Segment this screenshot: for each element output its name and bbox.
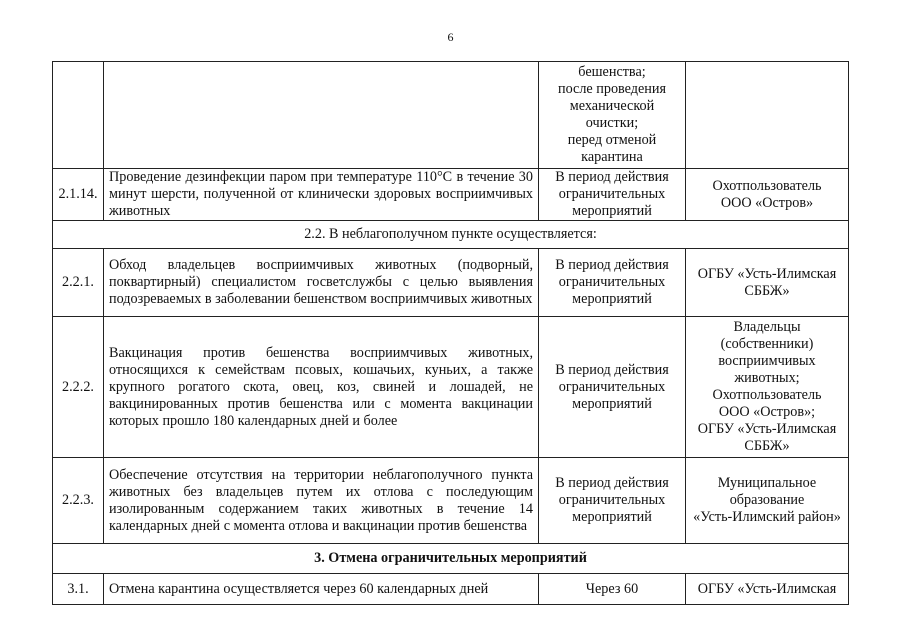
table-row xyxy=(53,169,849,221)
term-line: мероприятий xyxy=(572,395,652,412)
section-row xyxy=(53,544,849,574)
measures-table-body xyxy=(53,62,849,605)
responsible-line: ОГБУ «Усть-Илимская xyxy=(697,421,837,437)
responsible-line: образование xyxy=(729,492,805,508)
term-line: мероприятий xyxy=(572,509,652,525)
responsible-line: ООО «Остров»; xyxy=(718,404,816,420)
table-row xyxy=(53,62,849,169)
item-description: Обход владельцев восприимчивых животных (подворный, поквартирный) специалистом госветслужбы с целью выявления подозреваемых в заболевании бешенством восприимчивых животных xyxy=(104,249,539,317)
item-responsible xyxy=(686,574,849,605)
item-description: Вакцинация против бешенства восприимчивых животных, относящихся к семействам псовых, кошачьих, куньих, а также крупного рогатого скота, овец, коз, свиней и лошадей, не вакцинированных против бешенства или с момента вакцинации которых прошло 180 календарных дней и более xyxy=(104,317,539,458)
term-line: ограничительных xyxy=(558,492,666,508)
term-line: мероприятий xyxy=(572,203,652,219)
item-responsible xyxy=(686,317,849,458)
table-row xyxy=(53,574,849,605)
responsible-line: «Усть-Илимский район» xyxy=(693,509,841,525)
item-number: 2.2.1. xyxy=(53,249,104,317)
table-row xyxy=(53,249,849,317)
section-row xyxy=(53,221,849,249)
item-responsible xyxy=(686,169,849,221)
responsible-line: ООО «Остров» xyxy=(720,194,814,211)
term-line: В период действия xyxy=(555,169,669,185)
term-line: бешенства; xyxy=(578,64,646,80)
term-line: В период действия xyxy=(555,361,669,378)
responsible-line: ОГБУ «Усть-Илимская xyxy=(697,580,837,597)
item-number xyxy=(53,62,104,169)
item-number: 2.2.3. xyxy=(53,458,104,544)
item-term xyxy=(539,62,686,169)
responsible-line: СББЖ» xyxy=(744,282,790,299)
item-responsible xyxy=(686,62,849,169)
term-line: очистки; xyxy=(585,115,639,131)
term-line: перед отменой xyxy=(567,132,657,148)
section-heading: 3. Отмена ограничительных мероприятий xyxy=(53,544,849,574)
term-line: карантина xyxy=(581,149,643,165)
responsible-line: Владельцы xyxy=(733,319,801,335)
item-term xyxy=(539,458,686,544)
responsible-line: (собственники) xyxy=(720,336,814,352)
item-number: 2.2.2. xyxy=(53,317,104,458)
item-description xyxy=(104,62,539,169)
responsible-line: ОГБУ «Усть-Илимская xyxy=(697,265,837,282)
measures-table xyxy=(52,61,849,605)
term-line: после проведения xyxy=(558,81,666,97)
term-line: механической xyxy=(569,98,655,114)
item-description: Проведение дезинфекции паром при температуре 110°С в течение 30 минут шерсти, полученной от клинически здоровых восприимчивых животных xyxy=(104,169,539,221)
item-term xyxy=(539,574,686,605)
section-heading: 2.2. В неблагополучном пункте осуществляется: xyxy=(53,221,849,249)
responsible-line: Охотпользователь xyxy=(712,177,822,194)
responsible-line: СББЖ» xyxy=(744,438,790,454)
term-line: В период действия xyxy=(555,475,669,491)
item-description: Обеспечение отсутствия на территории неблагополучного пункта животных без владельцев путем их отлова с последующим изолированным содержанием таких животных в течение 14 календарных дней с момента отлова и вакцинации против бешенства xyxy=(104,458,539,544)
responsible-line: Охотпользователь xyxy=(712,387,822,403)
responsible-line: восприимчивых xyxy=(718,353,816,369)
item-term xyxy=(539,169,686,221)
term-line: Через 60 xyxy=(585,580,639,597)
term-line: мероприятий xyxy=(572,291,652,307)
term-line: В период действия xyxy=(555,257,669,273)
item-number: 2.1.14. xyxy=(53,169,104,221)
item-responsible xyxy=(686,458,849,544)
page-number: 6 xyxy=(447,30,454,44)
responsible-line: Муниципальное xyxy=(717,475,817,491)
table-row xyxy=(53,317,849,458)
table-row xyxy=(53,458,849,544)
responsible-line: животных; xyxy=(734,370,800,386)
term-line: ограничительных xyxy=(558,378,666,395)
item-number: 3.1. xyxy=(53,574,104,605)
item-term xyxy=(539,317,686,458)
item-term xyxy=(539,249,686,317)
term-line: ограничительных xyxy=(558,274,666,290)
term-line: ограничительных xyxy=(558,186,666,202)
item-description: Отмена карантина осуществляется через 60 календарных дней xyxy=(104,574,539,605)
item-responsible xyxy=(686,249,849,317)
